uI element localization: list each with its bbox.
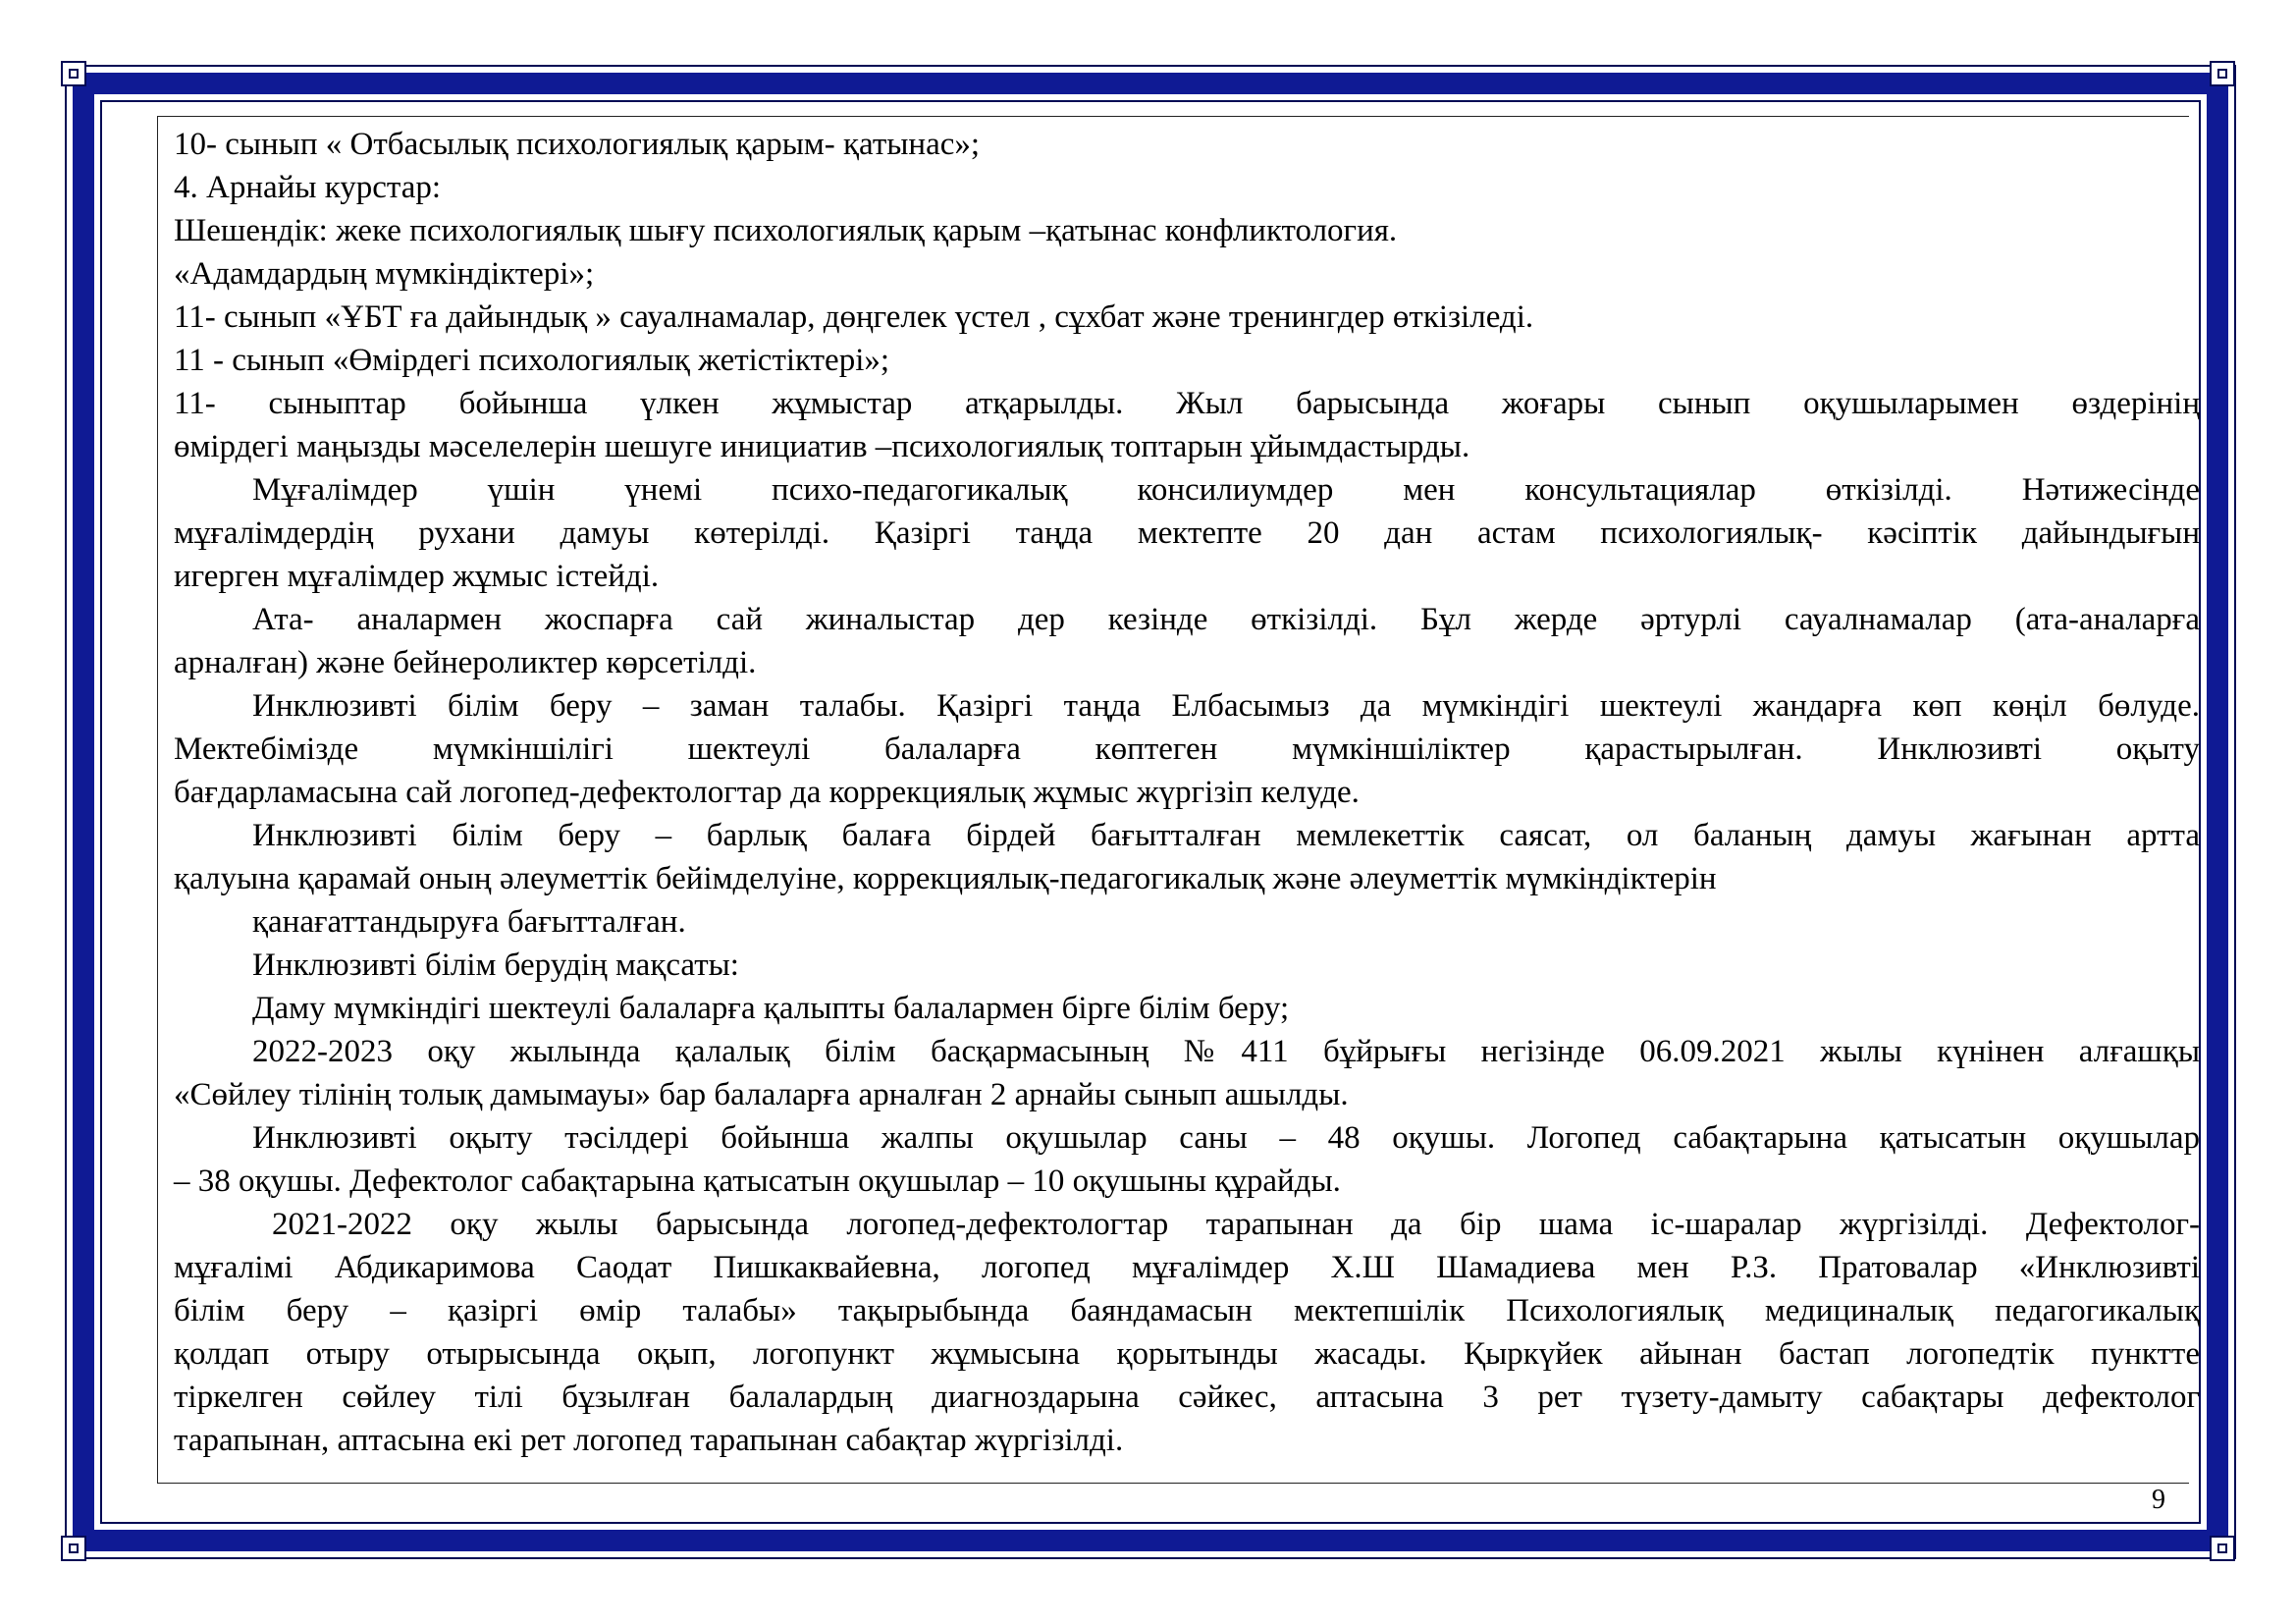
text-line: Шешендік: жеке психологиялық шығу психологиялық қарым –қатынас конфликтология. [174, 213, 1398, 248]
text-line: «Сөйлеу тілінің толық дамымауы» бар балаларға арналған 2 арнайы сынып ашылды. [174, 1077, 1349, 1112]
text-line: қолдап отыру отырысында оқып, логопункт жұмысына қорытынды жасады. Қыркүйек айынан бастап логопедтік пунктте [174, 1336, 2200, 1372]
text-line: қанағаттандыруға бағытталған. [252, 904, 686, 940]
text-line: – 38 оқушы. Дефектолог сабақтарына қатысатын оқушылар – 10 оқушыны құрайды. [174, 1164, 1341, 1199]
text-line: «Адамдардың мүмкіндіктері»; [174, 256, 595, 292]
paragraph-first-line: 2021-2022 оқу жылы барысында логопед-дефектологтар тарапынан да бір шама іс-шаралар жүргізілді. Дефектолог- [272, 1207, 2200, 1242]
text-line: тарапынан, аптасына екі рет логопед тарапынан сабақтар жүргізілді. [174, 1423, 1124, 1458]
paragraph-first-line: Инклюзивті білім беру – барлық балаға бірдей бағытталған мемлекеттік саясат, ол баланың дамуы жағынан артта [252, 818, 2200, 853]
paragraph-first-line: 2022-2023 оқу жылында қалалық білім басқармасының №411 бұйрығы негізінде 06.09.2021 жылы күнінен алғашқы [252, 1034, 2200, 1069]
text-line: 11 - сынып «Өмірдегі психологиялық жетістіктері»; [174, 343, 890, 378]
text-line: білім беру – қазіргі өмір талабы» тақырыбында баяндамасын мектепшілік Психологиялық медициналық педагогикалық [174, 1293, 2200, 1328]
page-number: 9 [2152, 1485, 2165, 1515]
frame-corner-ornament [61, 1536, 86, 1561]
section-heading: 4. Арнайы курстар: [174, 170, 442, 205]
paragraph-first-line: Ата- аналармен жоспарға сай жиналыстар дер кезінде өткізілді. Бұл жерде әртурлі сауалнамалар (ата-аналарға [252, 602, 2200, 637]
paragraph-first-line: Инклюзивті білім беру – заман талабы. Қазіргі таңда Елбасымыз да мүмкіндігі шектеулі жандарға көп көңіл бөлуде. [252, 688, 2200, 724]
text-line: бағдарламасына сай логопед-дефектологтар да коррекциялық жұмыс жүргізіп келуде. [174, 775, 1360, 810]
text-line: Мектебімізде мүмкіншілігі шектеулі балаларға көптеген мүмкіншіліктер қарастырылған. Инклюзивті оқыту [174, 731, 2200, 767]
text-line: 11- сынып «ҰБТ ға дайындық » сауалнамалар, дөңгелек үстел , сұхбат және тренингдер өткізіледі. [174, 299, 1534, 335]
text-line: Даму мүмкіндігі шектеулі балаларға қалыпты балалармен бірге білім беру; [252, 991, 1290, 1026]
text-line: игерген мұғалімдер жұмыс істейді. [174, 559, 660, 594]
frame-corner-ornament [61, 61, 86, 86]
document-body [174, 123, 2200, 1462]
text-line: тіркелген сөйлеу тілі бұзылған балалардың диагноздарына сәйкес, аптасына 3 рет түзету-дамыту сабақтары дефектолог [174, 1380, 2200, 1415]
paragraph-first-line: Мұғалімдер үшін үнемі психо-педагогикалық консилиумдер мен консультациялар өткізілді. Нәтижесінде [252, 472, 2200, 508]
text-line: мұғалімдердің рухани дамуы көтерілді. Қазіргі таңда мектепте 20 дан астам психологиялық- кәсіптік дайындығын [174, 515, 2200, 551]
text-line: 10- сынып « Отбасылық психологиялық қарым- қатынас»; [174, 127, 981, 162]
text-line: қалуына қарамай оның әлеуметтік бейімделуіне, коррекциялық-педагогикалық және әлеуметтік мүмкіндіктерін [174, 861, 1717, 896]
text-line: арналған) және бейнероликтер көрсетілді. [174, 645, 757, 680]
text-line: 11- сыныптар бойынша үлкен жұмыстар атқарылды. Жыл барысында жоғары сынып оқушыларымен өздерінің [174, 386, 2200, 421]
text-line: мұғалімі Абдикаримова Саодат Пишкаквайевна, логопед мұғалімдер Х.Ш Шамадиева мен Р.З. Пратовалар «Инклюзивті [174, 1250, 2200, 1285]
paragraph-first-line: Инклюзивті оқыту тәсілдері бойынша жалпы оқушылар саны – 48 оқушы. Логопед сабақтарына қатысатын оқушылар [252, 1120, 2200, 1156]
frame-corner-ornament [2210, 1536, 2235, 1561]
text-line: өмірдегі маңызды мәселелерін шешуге инициатив –психологиялық топтарын ұйымдастырды. [174, 429, 1470, 464]
frame-corner-ornament [2210, 61, 2235, 86]
document-text-box [157, 116, 2200, 1484]
text-line: Инклюзивті білім берудің мақсаты: [252, 947, 739, 983]
